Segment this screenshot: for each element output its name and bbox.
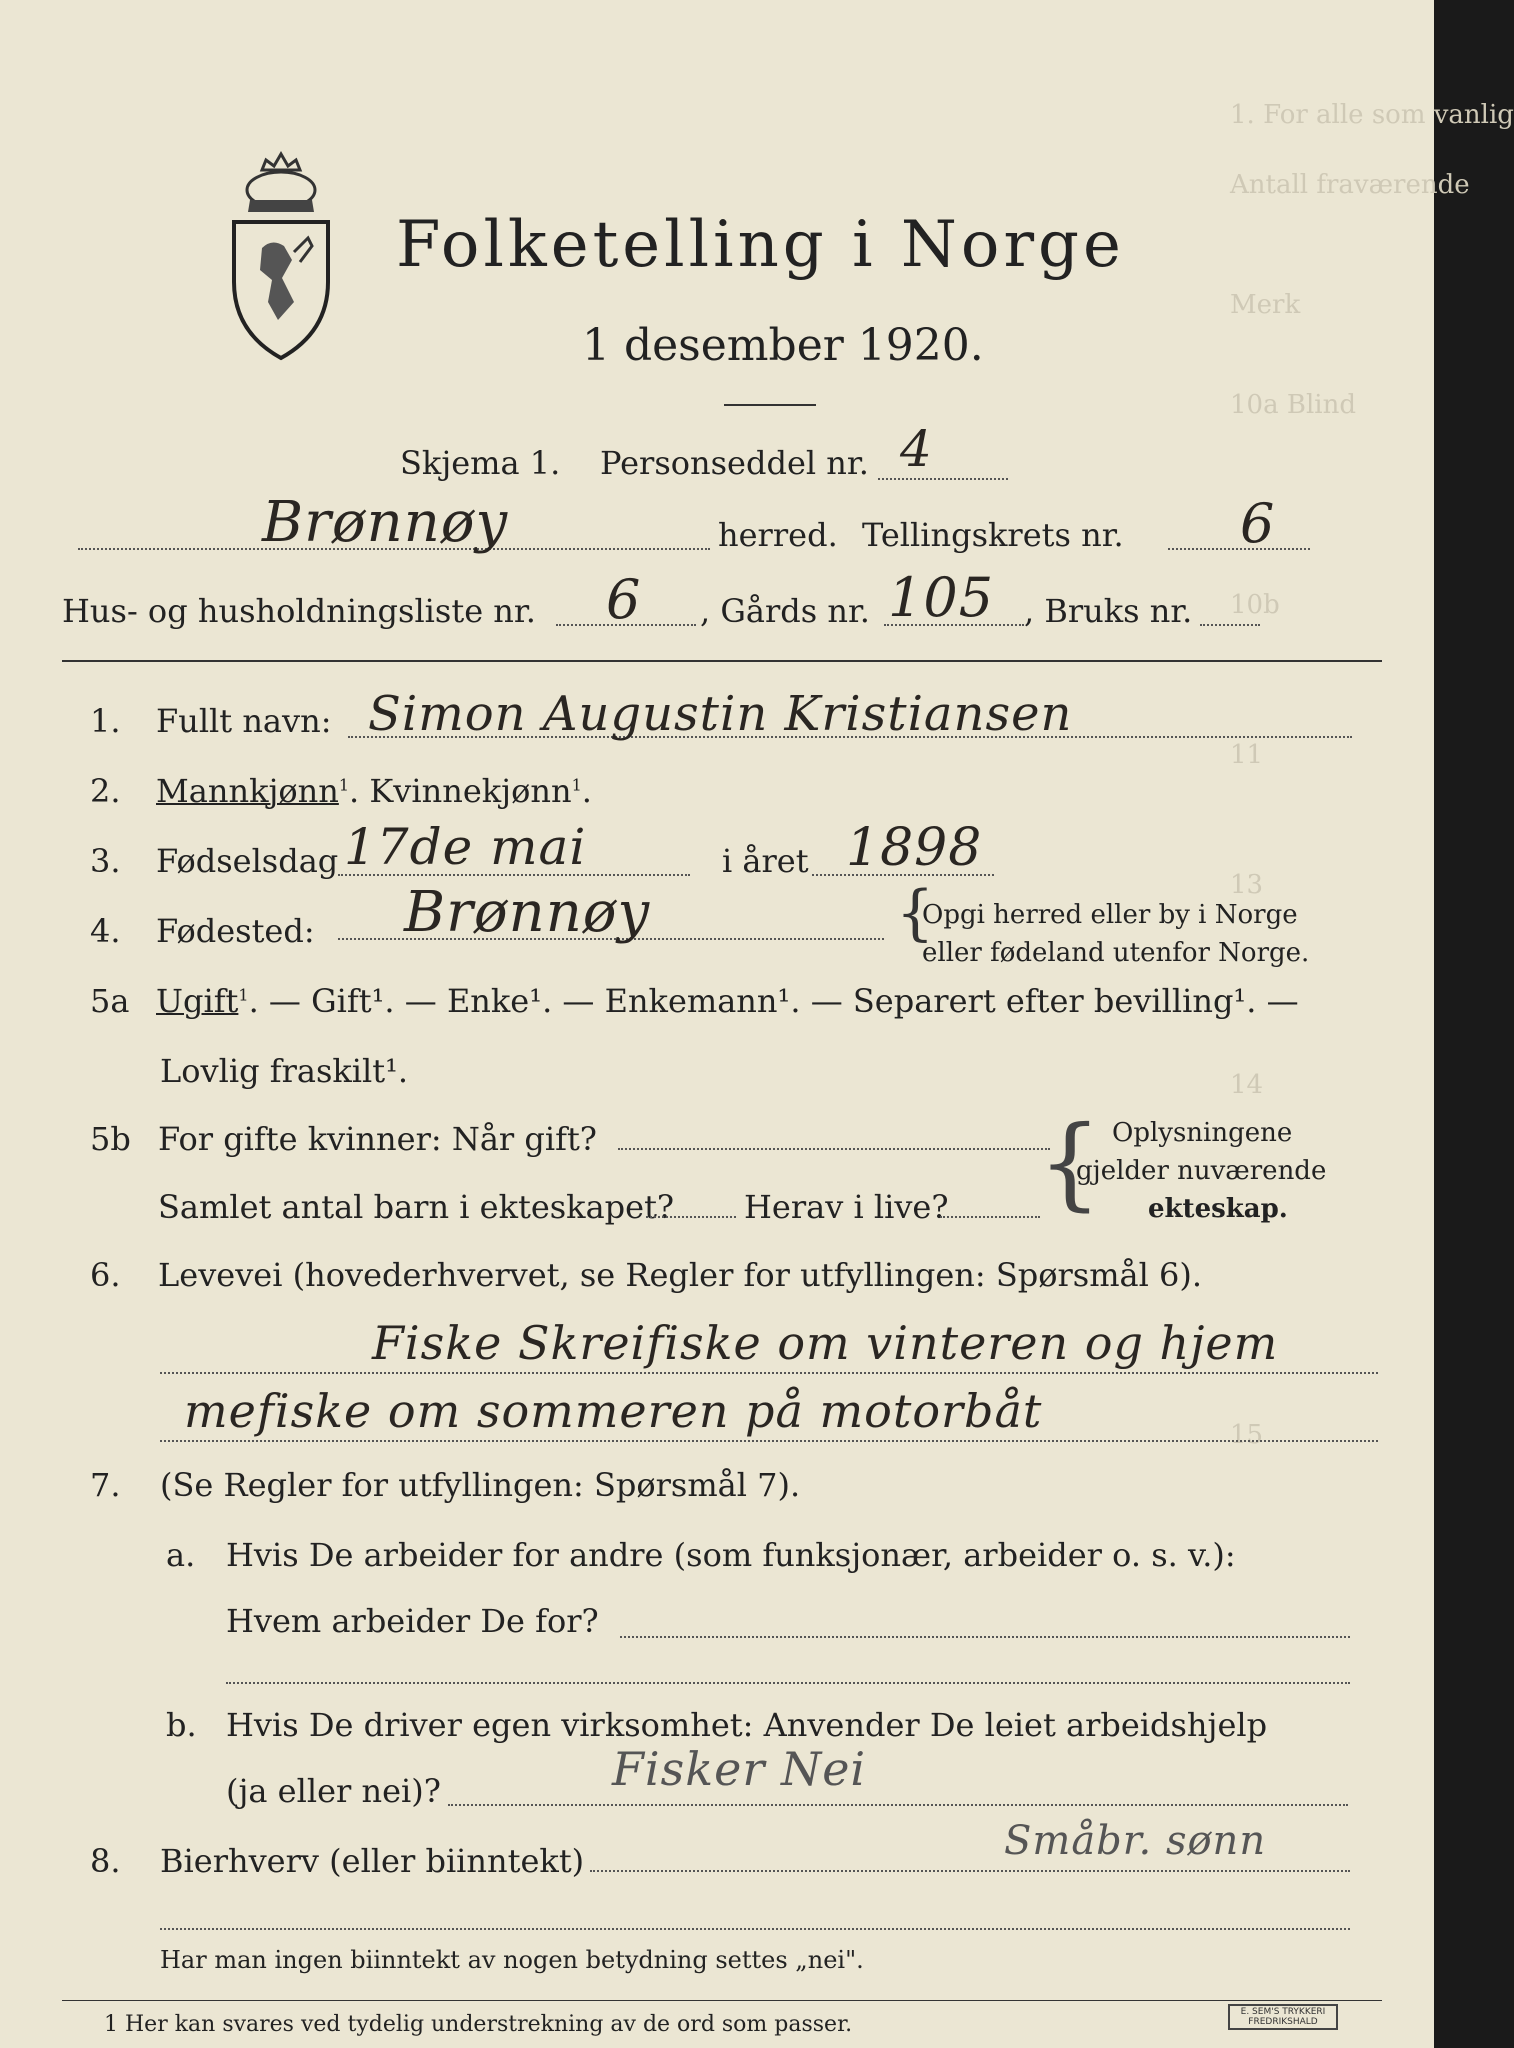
q5b-when-line xyxy=(618,1148,1050,1150)
q7-number: 7. xyxy=(90,1466,121,1504)
stamp-line-2: FREDRIKSHALD xyxy=(1248,2017,1318,2027)
q5a-ugift: Ugift xyxy=(156,982,239,1020)
q5b-note-2: gjelder nuværende xyxy=(1076,1156,1327,1186)
q7b-question: (ja eller nei)? xyxy=(226,1772,441,1810)
q5b-number: 5b xyxy=(90,1120,131,1158)
bleed-text: 10a Blind xyxy=(1230,390,1356,420)
skjema-label: Skjema 1. xyxy=(400,444,561,482)
gards-label: , Gårds nr. xyxy=(700,592,870,630)
liste-label: Hus- og husholdningsliste nr. xyxy=(62,592,536,630)
q2-mann: Mannkjønn xyxy=(156,772,339,810)
q8-line-1 xyxy=(590,1870,1350,1872)
bleed-text: 15 xyxy=(1230,1420,1264,1450)
footer-rule xyxy=(62,2000,1382,2001)
coat-of-arms-icon xyxy=(222,152,340,364)
tellingskrets-line xyxy=(1168,548,1310,550)
bleed-text: 1. For alle som vanlig xyxy=(1230,100,1514,130)
q5b-note-3: ekteskap. xyxy=(1148,1194,1288,1224)
q3-year: 1898 xyxy=(846,818,983,878)
footnote: 1 Her kan svares ved tydelig understrekning av de ord som passer. xyxy=(104,2012,853,2037)
q5a-options: Ugift$^1$. — Gift¹. — Enke¹. — Enkemann¹. — Separert efter bevilling¹. — xyxy=(156,982,1299,1020)
q7b-value: Fisker Nei xyxy=(612,1742,867,1796)
q4-brace: { xyxy=(896,878,935,948)
header-rule xyxy=(62,660,1382,662)
q6-label: Levevei (hovederhvervet, se Regler for utfyllingen: Spørsmål 6). xyxy=(158,1256,1203,1294)
tellingskrets-value: 6 xyxy=(1240,492,1276,555)
q1-number: 1. xyxy=(90,702,121,740)
q6-value-2: mefiske om sommeren på motorbåt xyxy=(184,1384,1043,1438)
bleed-text: Merk xyxy=(1230,290,1301,320)
tellingskrets-label: Tellingskrets nr. xyxy=(862,516,1124,554)
q5b-alive-label: Herav i live? xyxy=(744,1188,949,1226)
q5a-number: 5a xyxy=(90,982,130,1020)
q5b-note-1: Oplysningene xyxy=(1112,1118,1293,1148)
q7a-line-2 xyxy=(226,1682,1350,1684)
q5b-alive-line xyxy=(940,1216,1040,1218)
q3-year-label: i året xyxy=(722,842,809,880)
q3-day: 17de mai xyxy=(344,818,587,876)
q4-note-1: Opgi herred eller by i Norge xyxy=(922,900,1298,930)
gards-value: 105 xyxy=(888,566,995,629)
title-divider xyxy=(724,404,816,406)
q6-line-1 xyxy=(160,1372,1378,1374)
q5a-rest: . — Gift¹. — Enke¹. — Enkemann¹. — Separert efter bevilling¹. — xyxy=(248,982,1299,1020)
q5b-children-line xyxy=(646,1216,736,1218)
q7a-letter: a. xyxy=(166,1536,196,1574)
q5b-brace: { xyxy=(1038,1104,1102,1221)
q3-label: Fødselsdag xyxy=(156,842,339,880)
q4-value: Brønnøy xyxy=(404,880,651,945)
q8-number: 8. xyxy=(90,1842,121,1880)
q4-number: 4. xyxy=(90,912,121,950)
herred-value: Brønnøy xyxy=(262,490,509,555)
bruks-line xyxy=(1200,624,1260,626)
liste-value: 6 xyxy=(606,568,642,631)
q2-options: Mannkjønn$^1$. Kvinnekjønn$^1$. xyxy=(156,772,592,810)
q1-label: Fullt navn: xyxy=(156,702,332,740)
q2-number: 2. xyxy=(90,772,121,810)
q4-note-2: eller fødeland utenfor Norge. xyxy=(922,938,1310,968)
q7-label: (Se Regler for utfyllingen: Spørsmål 7). xyxy=(160,1466,801,1504)
bruks-label: , Bruks nr. xyxy=(1024,592,1193,630)
stamp-line-1: E. SEM'S TRYKKERI xyxy=(1240,2007,1326,2017)
bleed-text: 14 xyxy=(1230,1070,1264,1100)
census-date: 1 desember 1920. xyxy=(582,320,984,371)
bleed-text: 13 xyxy=(1230,870,1264,900)
q7a-line-1 xyxy=(620,1636,1350,1638)
q4-label: Fødested: xyxy=(156,912,315,950)
q5a-line2: Lovlig fraskilt¹. xyxy=(160,1052,409,1090)
q5b-label: For gifte kvinner: Når gift? xyxy=(158,1120,597,1158)
q1-value: Simon Augustin Kristiansen xyxy=(368,686,1073,742)
printer-stamp xyxy=(1228,2004,1338,2030)
bleed-text: Antall fraværende xyxy=(1230,170,1470,200)
q8-line-2 xyxy=(160,1928,1350,1930)
bleed-text: 10b xyxy=(1230,590,1280,620)
q8-label: Bierhverv (eller biinntekt) xyxy=(160,1842,585,1880)
q8-value: Småbr. sønn xyxy=(1004,1818,1267,1864)
bleed-text: 11 xyxy=(1230,740,1264,770)
q5b-children-label: Samlet antal barn i ekteskapet? xyxy=(158,1188,675,1226)
q6-line-2 xyxy=(160,1440,1378,1442)
q7b-letter: b. xyxy=(166,1706,197,1744)
q6-number: 6. xyxy=(90,1256,121,1294)
herred-label: herred. xyxy=(718,516,838,554)
q3-number: 3. xyxy=(90,842,121,880)
q7a-label: Hvis De arbeider for andre (som funksjonær, arbeider o. s. v.): xyxy=(226,1536,1236,1574)
personseddel-label: Personseddel nr. xyxy=(600,444,869,482)
q7a-question: Hvem arbeider De for? xyxy=(226,1602,599,1640)
page-title: Folketelling i Norge xyxy=(396,208,1125,282)
personseddel-value: 4 xyxy=(900,420,933,478)
personseddel-line xyxy=(878,478,1008,480)
footer-note: Har man ingen biinntekt av nogen betydning settes „nei". xyxy=(160,1946,864,1974)
q6-value-1: Fiske Skreifiske om vinteren og hjem xyxy=(372,1316,1279,1370)
q7b-label: Hvis De driver egen virksomhet: Anvender De leiet arbeidshjelp xyxy=(226,1706,1268,1744)
q2-kvinne: Kvinnekjønn xyxy=(369,772,572,810)
q7b-line xyxy=(448,1804,1348,1806)
